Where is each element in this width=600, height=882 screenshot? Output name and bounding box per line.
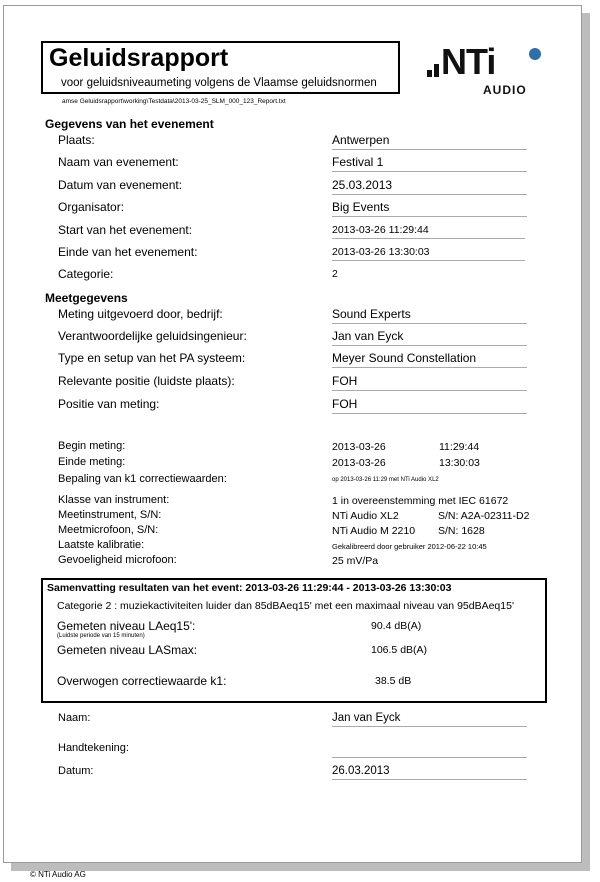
sensitivity-value: 25 mV/Pa — [332, 555, 379, 567]
measurement-label-ingenieur: Verantwoordelijke geluidsingenieur: — [58, 329, 247, 343]
event-label-einde: Einde van het evenement: — [58, 245, 198, 259]
instrument-sn: S/N: A2A-02311-D2 — [438, 510, 530, 522]
begin-time: 11:29:44 — [439, 441, 480, 453]
k1-correction-value: 38.5 dB — [375, 675, 412, 687]
end-date: 2013-03-26 — [332, 457, 386, 469]
signature-sign-value — [332, 742, 527, 758]
signature-date-value: 26.03.2013 — [332, 765, 527, 780]
signature-name-label: Naam: — [58, 712, 91, 724]
microphone-label: Meetmicrofoon, S/N: — [58, 524, 159, 536]
calibration-label: Laatste kalibratie: — [58, 539, 145, 551]
logo-sub: AUDIO — [483, 83, 527, 97]
laeq-label: Gemeten niveau LAeq15': — [57, 619, 196, 633]
begin-date: 2013-03-26 — [332, 441, 386, 453]
signature-name-value: Jan van Eyck — [332, 712, 527, 727]
lasmax-label: Gemeten niveau LASmax: — [57, 643, 198, 657]
measurement-label-pa: Type en setup van het PA systeem: — [58, 351, 246, 365]
class-label: Klasse van instrument: — [58, 494, 170, 506]
end-label: Einde meting: — [58, 456, 126, 468]
measurement-value-bedrijf: Sound Experts — [332, 307, 527, 324]
event-value-einde: 2013-03-26 13:30:03 — [332, 246, 525, 261]
event-value-plaats: Antwerpen — [332, 133, 527, 150]
summary-category: Categorie 2 : muziekactiviteiten luider dan 85dBAeq15' met een maximaal niveau van 95dBAeq15' — [57, 600, 514, 612]
event-value-categorie: 2 — [332, 268, 338, 280]
report-title: Geluidsrapport — [49, 44, 229, 72]
microphone-value: NTi Audio M 2210 — [332, 525, 416, 537]
event-value-naam: Festival 1 — [332, 155, 527, 172]
event-value-start: 2013-03-26 11:29:44 — [332, 224, 525, 239]
event-label-datum: Datum van evenement: — [58, 178, 183, 192]
class-value: 1 in overeenstemming met IEC 61672 — [332, 495, 509, 507]
measurement-label-relevante: Relevante positie (luidste plaats): — [58, 374, 235, 388]
measurement-label-positie: Positie van meting: — [58, 397, 160, 411]
copyright: © NTi Audio AG — [30, 870, 86, 879]
title-box — [41, 41, 400, 94]
laeq-note: (Luidste periode van 15 minuten) — [57, 633, 145, 639]
end-time: 13:30:03 — [439, 457, 480, 469]
measurement-value-ingenieur: Jan van Eyck — [332, 329, 527, 346]
measurement-value-relevante: FOH — [332, 374, 527, 391]
measurement-value-pa: Meyer Sound Constellation — [332, 351, 527, 368]
signature-sign-label: Handtekening: — [58, 742, 129, 754]
file-path: amse Geluidsrapport\working\Testdata\2013-03-25_SLM_000_123_Report.txt — [62, 98, 286, 105]
event-value-organisator: Big Events — [332, 200, 527, 217]
laeq-value: 90.4 dB(A) — [371, 620, 422, 632]
calibration-value: Gekalibreerd door gebruiker 2012-06-22 10:45 — [332, 542, 487, 551]
measurement-heading: Meetgegevens — [45, 291, 128, 305]
signature-date-label: Datum: — [58, 765, 94, 777]
microphone-sn: S/N: 1628 — [438, 525, 485, 537]
sensitivity-label: Gevoeligheid microfoon: — [58, 554, 177, 566]
k1-correction-label: Overwogen correctiewaarde k1: — [57, 674, 227, 688]
begin-label: Begin meting: — [58, 440, 126, 452]
k1-label: Bepaling van k1 correctiewaarden: — [58, 473, 227, 485]
event-label-organisator: Organisator: — [58, 200, 125, 214]
lasmax-value: 106.5 dB(A) — [371, 644, 428, 656]
event-label-categorie: Categorie: — [58, 267, 114, 281]
summary-box — [41, 578, 547, 703]
summary-heading: Samenvatting resultaten van het event: 2013-03-26 11:29:44 - 2013-03-26 13:30:03 — [47, 582, 452, 594]
nti-audio-logo-icon — [425, 41, 550, 103]
logo-bar-icon — [434, 64, 439, 77]
event-value-datum: 25.03.2013 — [332, 178, 527, 195]
measurement-label-bedrijf: Meting uitgevoerd door, bedrijf: — [58, 307, 223, 321]
event-heading: Gegevens van het evenement — [45, 117, 214, 131]
event-label-naam: Naam van evenement: — [58, 155, 179, 169]
instrument-label: Meetinstrument, S/N: — [58, 509, 162, 521]
event-label-start: Start van het evenement: — [58, 223, 193, 237]
logo-bar-icon — [427, 70, 432, 77]
report-subtitle: voor geluidsniveaumeting volgens de Vlaamse geluidsnormen — [61, 77, 377, 89]
logo-brand: NTi — [441, 41, 496, 82]
event-label-plaats: Plaats: — [58, 133, 95, 147]
instrument-value: NTi Audio XL2 — [332, 510, 399, 522]
logo-dot-icon — [529, 48, 541, 60]
k1-value: op 2013-03-26 11:29 met NTi Audio XL2 — [332, 477, 439, 483]
measurement-value-positie: FOH — [332, 397, 527, 414]
